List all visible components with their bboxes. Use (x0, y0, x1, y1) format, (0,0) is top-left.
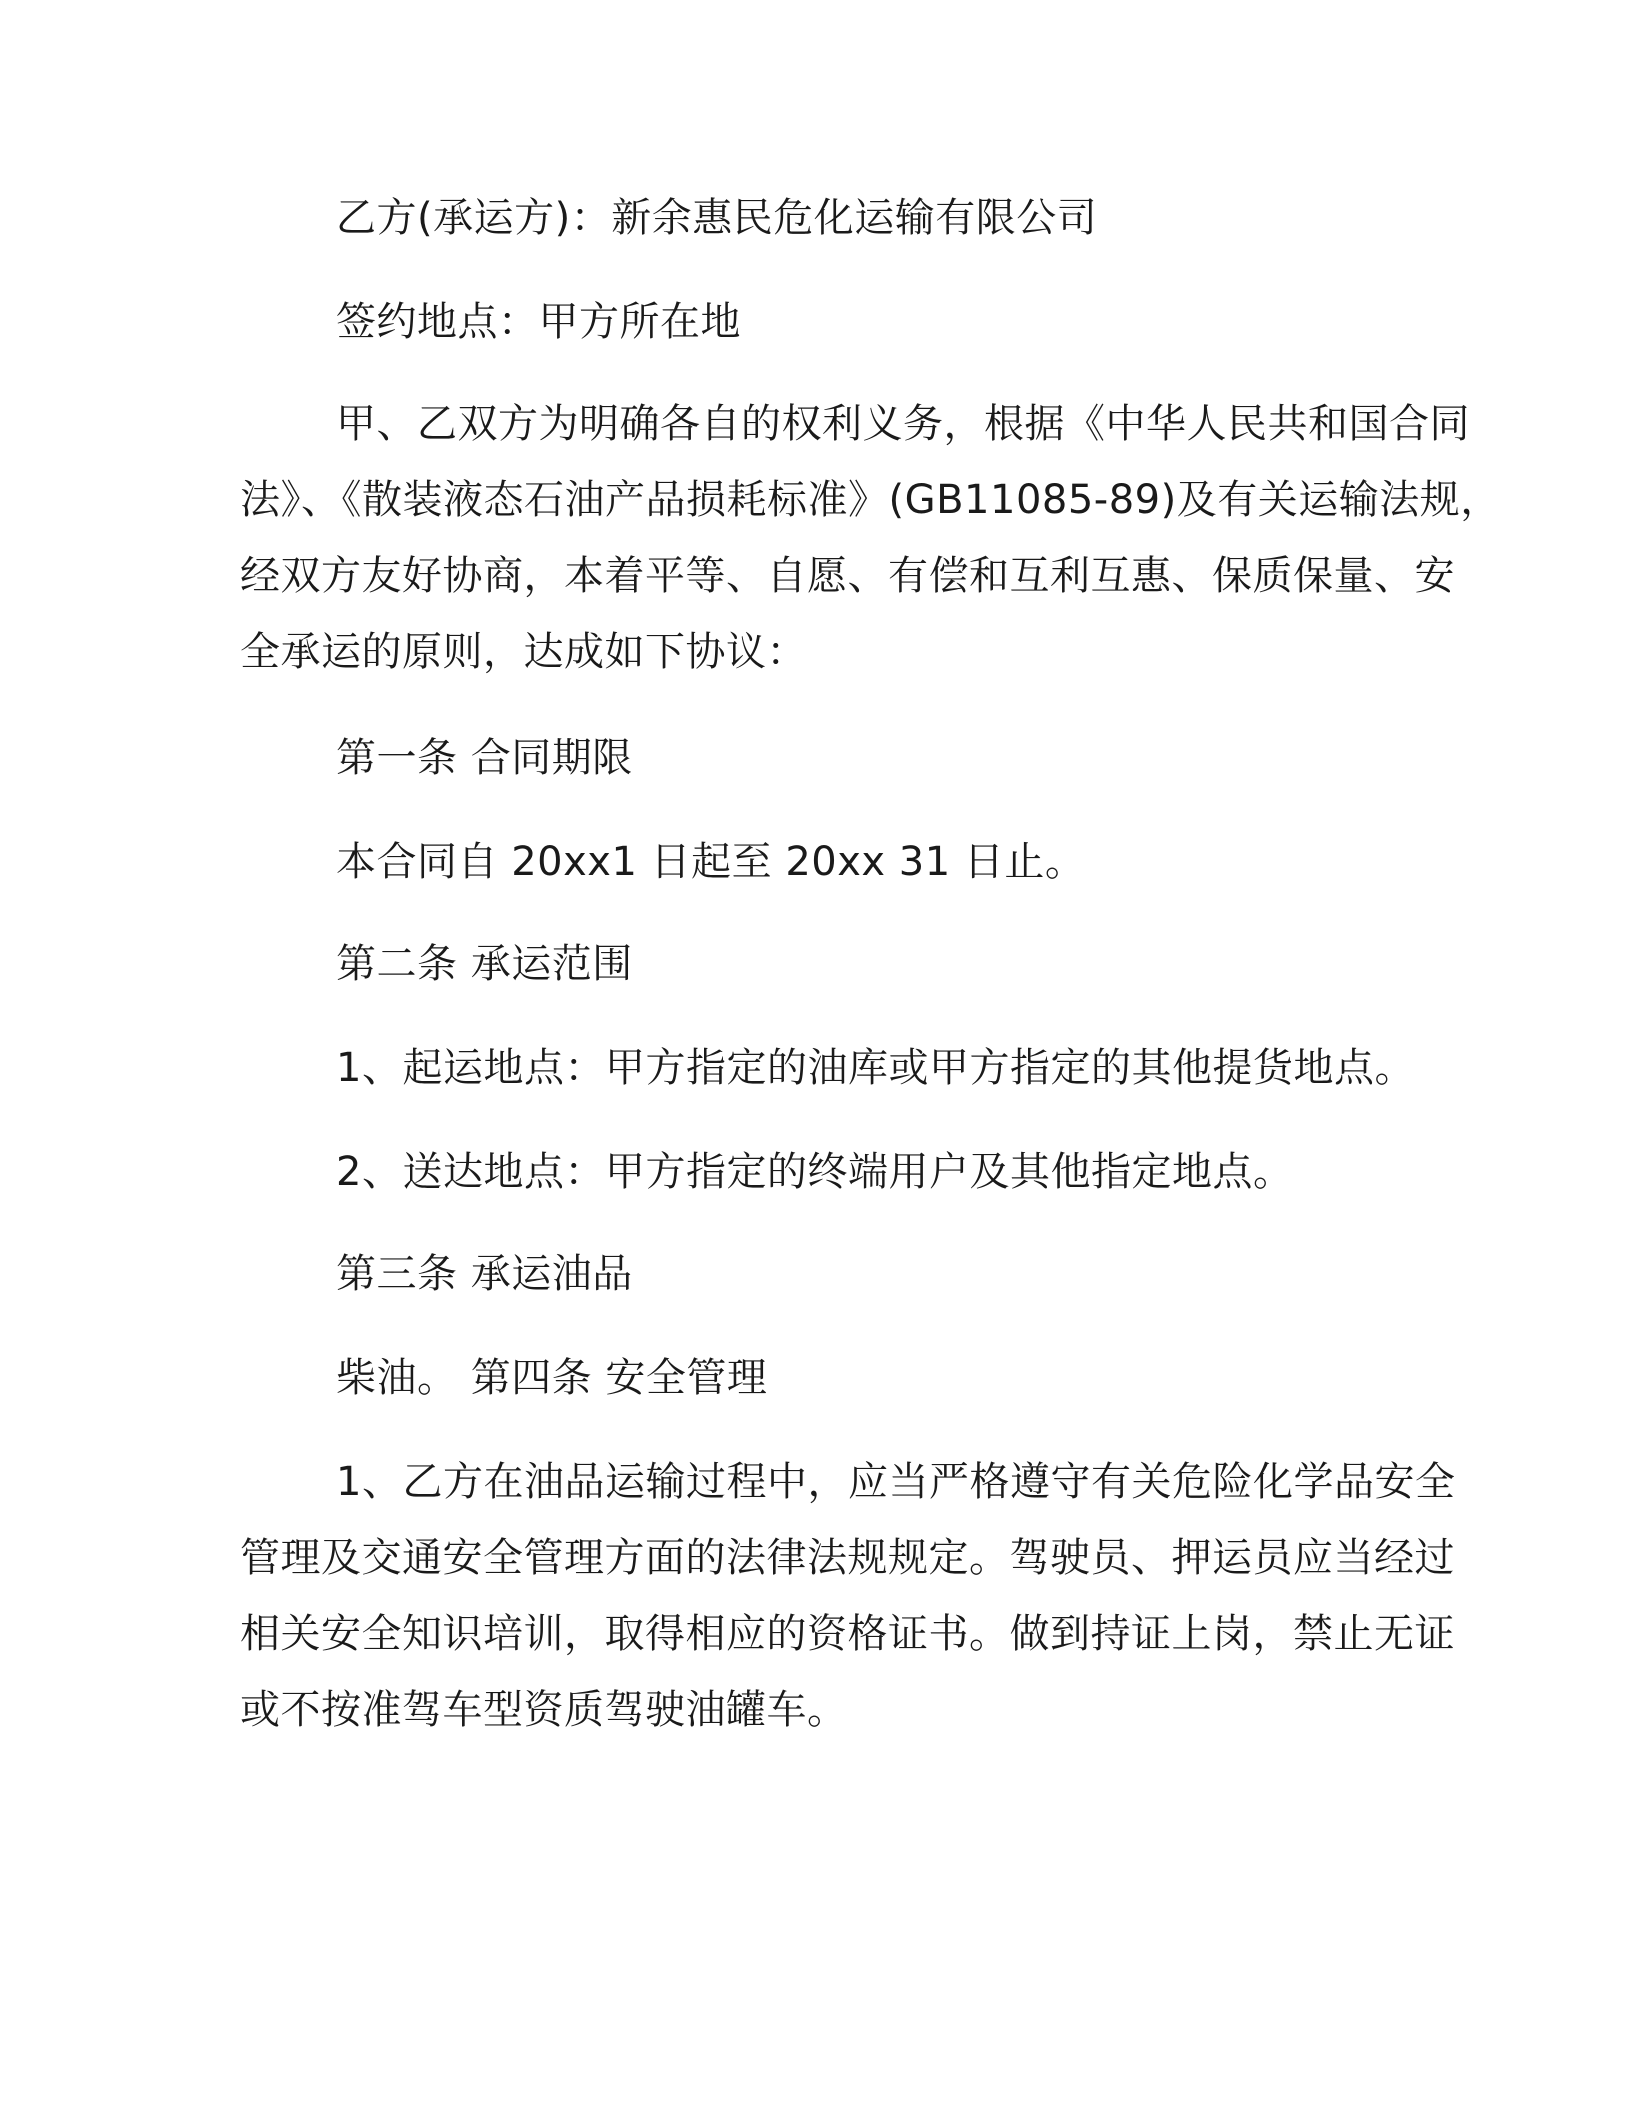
sign-location-line: 签约地点：甲方所在地 (336, 299, 741, 345)
article3-title: 第三条 承运油品 (336, 1251, 633, 1297)
preamble-line: 全承运的原则，达成如下协议： (240, 629, 807, 675)
party-b-line: 乙方(承运方)：新余惠民危化运输有限公司 (336, 195, 1098, 241)
preamble-line: 经双方友好协商，本着平等、自愿、有偿和互利互惠、保质保量、安 (240, 553, 1455, 599)
article2-item2: 2、送达地点：甲方指定的终端用户及其他指定地点。 (336, 1149, 1294, 1195)
article1-title: 第一条 合同期限 (336, 735, 633, 781)
article4-item1-line: 1、乙方在油品运输过程中，应当严格遵守有关危险化学品安全 (336, 1459, 1456, 1505)
article3-body-article4-title: 柴油。 第四条 安全管理 (336, 1355, 768, 1401)
article4-item1-line: 相关安全知识培训，取得相应的资格证书。做到持证上岗，禁止无证 (240, 1611, 1455, 1657)
article4-item1-line: 或不按准驾车型资质驾驶油罐车。 (240, 1687, 848, 1733)
article1-body: 本合同自 20xx1 日起至 20xx 31 日止。 (336, 839, 1086, 885)
article4-item1-line: 管理及交通安全管理方面的法律法规规定。驾驶员、押运员应当经过 (240, 1535, 1455, 1581)
preamble-line: 法》、《散装液态石油产品损耗标准》(GB11085-89)及有关运输法规， (240, 477, 1501, 523)
preamble-line: 甲、乙双方为明确各自的权利义务，根据《中华人民共和国合同 (336, 401, 1470, 447)
article2-item1: 1、起运地点：甲方指定的油库或甲方指定的其他提货地点。 (336, 1045, 1415, 1091)
article2-title: 第二条 承运范围 (336, 941, 633, 987)
